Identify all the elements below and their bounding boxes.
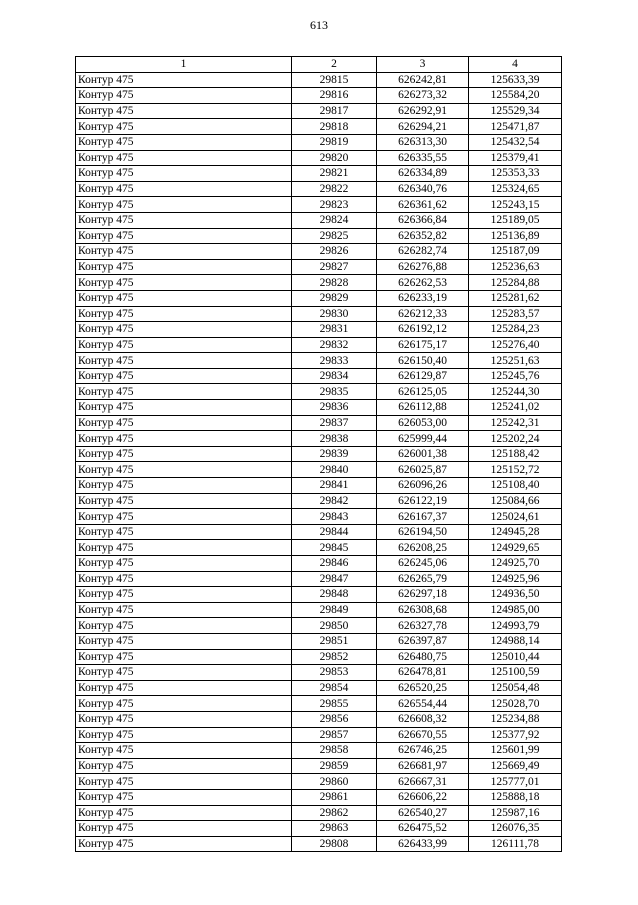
y-coordinate-cell: 124945,28: [469, 524, 562, 540]
table-row: [76, 72, 562, 88]
y-coordinate-cell: 125234,88: [469, 711, 562, 727]
contour-name-cell: Контур 475: [76, 88, 292, 104]
y-coordinate-cell: 125028,70: [469, 696, 562, 712]
y-coordinate-cell: 125529,34: [469, 103, 562, 119]
x-coordinate-cell: 626478,81: [377, 665, 469, 681]
table-row: [76, 633, 562, 649]
point-number-cell: 29862: [292, 805, 377, 821]
table-row: [76, 821, 562, 837]
y-coordinate-cell: 125281,62: [469, 290, 562, 306]
y-coordinate-cell: 125188,42: [469, 446, 562, 462]
point-number-cell: 29852: [292, 649, 377, 665]
table-row: [76, 696, 562, 712]
point-number-cell: 29827: [292, 259, 377, 275]
x-coordinate-cell: 626242,81: [377, 72, 469, 88]
y-coordinate-cell: 125243,15: [469, 197, 562, 213]
table-header: [76, 57, 562, 73]
x-coordinate-cell: 626313,30: [377, 134, 469, 150]
point-number-cell: 29825: [292, 228, 377, 244]
x-coordinate-cell: 626096,26: [377, 478, 469, 494]
point-number-cell: 29831: [292, 322, 377, 338]
table-row: [76, 150, 562, 166]
contour-name-cell: Контур 475: [76, 212, 292, 228]
x-coordinate-cell: 626327,78: [377, 618, 469, 634]
point-number-cell: 29834: [292, 368, 377, 384]
table-row: [76, 290, 562, 306]
table-row: [76, 774, 562, 790]
page-number: 613: [310, 18, 328, 32]
contour-name-cell: Контур 475: [76, 649, 292, 665]
table-row: [76, 540, 562, 556]
x-coordinate-cell: 626475,52: [377, 821, 469, 837]
contour-name-cell: Контур 475: [76, 103, 292, 119]
y-coordinate-cell: 125054,48: [469, 680, 562, 696]
y-coordinate-cell: 125584,20: [469, 88, 562, 104]
point-number-cell: 29826: [292, 244, 377, 260]
point-number-cell: 29840: [292, 462, 377, 478]
contour-name-cell: Контур 475: [76, 758, 292, 774]
table-row: [76, 244, 562, 260]
contour-name-cell: Контур 475: [76, 368, 292, 384]
point-number-cell: 29838: [292, 431, 377, 447]
table-row: [76, 212, 562, 228]
x-coordinate-cell: 626554,44: [377, 696, 469, 712]
table-row: [76, 509, 562, 525]
y-coordinate-cell: 125136,89: [469, 228, 562, 244]
contour-name-cell: Контур 475: [76, 618, 292, 634]
table-row: [76, 493, 562, 509]
y-coordinate-cell: 125202,24: [469, 431, 562, 447]
contour-name-cell: Контур 475: [76, 633, 292, 649]
x-coordinate-cell: 626433,99: [377, 836, 469, 852]
table-row: [76, 727, 562, 743]
contour-name-cell: Контур 475: [76, 259, 292, 275]
x-coordinate-cell: 626053,00: [377, 415, 469, 431]
contour-name-cell: Контур 475: [76, 384, 292, 400]
contour-name-cell: Контур 475: [76, 743, 292, 759]
table-row: [76, 556, 562, 572]
y-coordinate-cell: 125379,41: [469, 150, 562, 166]
y-coordinate-cell: 125244,30: [469, 384, 562, 400]
contour-name-cell: Контур 475: [76, 571, 292, 587]
table-row: [76, 446, 562, 462]
point-number-cell: 29820: [292, 150, 377, 166]
y-coordinate-cell: 125669,49: [469, 758, 562, 774]
table-row: [76, 228, 562, 244]
point-number-cell: 29821: [292, 166, 377, 182]
x-coordinate-cell: 626212,33: [377, 306, 469, 322]
contour-name-cell: Контур 475: [76, 556, 292, 572]
table-row: [76, 322, 562, 338]
table-row: [76, 431, 562, 447]
contour-name-cell: Контур 475: [76, 290, 292, 306]
y-coordinate-cell: 125777,01: [469, 774, 562, 790]
y-coordinate-cell: 125010,44: [469, 649, 562, 665]
x-coordinate-cell: 626670,55: [377, 727, 469, 743]
x-coordinate-cell: 626265,79: [377, 571, 469, 587]
x-coordinate-cell: 626608,32: [377, 711, 469, 727]
x-coordinate-cell: 626334,89: [377, 166, 469, 182]
x-coordinate-cell: 626335,55: [377, 150, 469, 166]
y-coordinate-cell: 125284,23: [469, 322, 562, 338]
point-number-cell: 29808: [292, 836, 377, 852]
y-coordinate-cell: 125284,88: [469, 275, 562, 291]
y-coordinate-cell: 125251,63: [469, 353, 562, 369]
x-coordinate-cell: 626273,32: [377, 88, 469, 104]
point-number-cell: 29853: [292, 665, 377, 681]
table-row: [76, 103, 562, 119]
y-coordinate-cell: 125245,76: [469, 368, 562, 384]
table-row: [76, 618, 562, 634]
header-row: [76, 57, 562, 73]
contour-name-cell: Контур 475: [76, 431, 292, 447]
table-row: [76, 649, 562, 665]
contour-name-cell: Контур 475: [76, 478, 292, 494]
contour-name-cell: Контур 475: [76, 181, 292, 197]
y-coordinate-cell: 124936,50: [469, 587, 562, 603]
x-coordinate-cell: 626025,87: [377, 462, 469, 478]
contour-name-cell: Контур 475: [76, 727, 292, 743]
table-row: [76, 836, 562, 852]
contour-name-cell: Контур 475: [76, 805, 292, 821]
table-row: [76, 337, 562, 353]
table-row: [76, 587, 562, 603]
point-number-cell: 29848: [292, 587, 377, 603]
table-row: [76, 400, 562, 416]
x-coordinate-cell: 626366,84: [377, 212, 469, 228]
y-coordinate-cell: 125633,39: [469, 72, 562, 88]
point-number-cell: 29823: [292, 197, 377, 213]
point-number-cell: 29855: [292, 696, 377, 712]
point-number-cell: 29842: [292, 493, 377, 509]
y-coordinate-cell: 125084,66: [469, 493, 562, 509]
point-number-cell: 29847: [292, 571, 377, 587]
x-coordinate-cell: 626292,91: [377, 103, 469, 119]
contour-name-cell: Контур 475: [76, 150, 292, 166]
header-col-3: 3: [377, 57, 469, 73]
y-coordinate-cell: 124993,79: [469, 618, 562, 634]
y-coordinate-cell: 124929,65: [469, 540, 562, 556]
table-row: [76, 665, 562, 681]
table-row: [76, 415, 562, 431]
y-coordinate-cell: 125189,05: [469, 212, 562, 228]
contour-name-cell: Контур 475: [76, 134, 292, 150]
point-number-cell: 29858: [292, 743, 377, 759]
contour-name-cell: Контур 475: [76, 665, 292, 681]
y-coordinate-cell: 124925,70: [469, 556, 562, 572]
table-body: [76, 72, 562, 852]
table-row: [76, 571, 562, 587]
table-row: [76, 166, 562, 182]
x-coordinate-cell: 626245,06: [377, 556, 469, 572]
point-number-cell: 29860: [292, 774, 377, 790]
point-number-cell: 29818: [292, 119, 377, 135]
point-number-cell: 29816: [292, 88, 377, 104]
x-coordinate-cell: 626352,82: [377, 228, 469, 244]
point-number-cell: 29846: [292, 556, 377, 572]
table-row: [76, 602, 562, 618]
point-number-cell: 29837: [292, 415, 377, 431]
contour-name-cell: Контур 475: [76, 774, 292, 790]
contour-name-cell: Контур 475: [76, 509, 292, 525]
contour-name-cell: Контур 475: [76, 462, 292, 478]
point-number-cell: 29859: [292, 758, 377, 774]
x-coordinate-cell: 626122,19: [377, 493, 469, 509]
x-coordinate-cell: 626276,88: [377, 259, 469, 275]
y-coordinate-cell: 125152,72: [469, 462, 562, 478]
table-row: [76, 275, 562, 291]
point-number-cell: 29829: [292, 290, 377, 306]
table-row: [76, 353, 562, 369]
x-coordinate-cell: 626681,97: [377, 758, 469, 774]
y-coordinate-cell: 124988,14: [469, 633, 562, 649]
table-row: [76, 789, 562, 805]
y-coordinate-cell: 125236,63: [469, 259, 562, 275]
point-number-cell: 29835: [292, 384, 377, 400]
x-coordinate-cell: 626233,19: [377, 290, 469, 306]
table-row: [76, 462, 562, 478]
table-row: [76, 119, 562, 135]
y-coordinate-cell: 125242,31: [469, 415, 562, 431]
contour-name-cell: Контур 475: [76, 446, 292, 462]
y-coordinate-cell: 125987,16: [469, 805, 562, 821]
contour-name-cell: Контур 475: [76, 353, 292, 369]
table-row: [76, 758, 562, 774]
table-row: [76, 524, 562, 540]
contour-name-cell: Контур 475: [76, 400, 292, 416]
x-coordinate-cell: 626192,12: [377, 322, 469, 338]
point-number-cell: 29833: [292, 353, 377, 369]
point-number-cell: 29819: [292, 134, 377, 150]
y-coordinate-cell: 125100,59: [469, 665, 562, 681]
table-row: [76, 259, 562, 275]
point-number-cell: 29817: [292, 103, 377, 119]
table-row: [76, 134, 562, 150]
y-coordinate-cell: 125108,40: [469, 478, 562, 494]
x-coordinate-cell: 626125,05: [377, 384, 469, 400]
contour-name-cell: Контур 475: [76, 696, 292, 712]
x-coordinate-cell: 626112,88: [377, 400, 469, 416]
table-row: [76, 197, 562, 213]
point-number-cell: 29851: [292, 633, 377, 649]
contour-name-cell: Контур 475: [76, 821, 292, 837]
x-coordinate-cell: 626282,74: [377, 244, 469, 260]
point-number-cell: 29841: [292, 478, 377, 494]
x-coordinate-cell: 626340,76: [377, 181, 469, 197]
point-number-cell: 29854: [292, 680, 377, 696]
x-coordinate-cell: 626208,25: [377, 540, 469, 556]
table-row: [76, 181, 562, 197]
contour-name-cell: Контур 475: [76, 228, 292, 244]
table-row: [76, 306, 562, 322]
y-coordinate-cell: 124985,00: [469, 602, 562, 618]
point-number-cell: 29828: [292, 275, 377, 291]
point-number-cell: 29815: [292, 72, 377, 88]
contour-name-cell: Контур 475: [76, 119, 292, 135]
y-coordinate-cell: 126076,35: [469, 821, 562, 837]
x-coordinate-cell: 626480,75: [377, 649, 469, 665]
table-row: [76, 805, 562, 821]
coordinates-table: [75, 56, 562, 852]
point-number-cell: 29861: [292, 789, 377, 805]
contour-name-cell: Контур 475: [76, 275, 292, 291]
contour-name-cell: Контур 475: [76, 836, 292, 852]
contour-name-cell: Контур 475: [76, 493, 292, 509]
x-coordinate-cell: 626520,25: [377, 680, 469, 696]
x-coordinate-cell: 626397,87: [377, 633, 469, 649]
x-coordinate-cell: 626194,50: [377, 524, 469, 540]
contour-name-cell: Контур 475: [76, 540, 292, 556]
y-coordinate-cell: 125024,61: [469, 509, 562, 525]
contour-name-cell: Контур 475: [76, 587, 292, 603]
point-number-cell: 29845: [292, 540, 377, 556]
x-coordinate-cell: 626361,62: [377, 197, 469, 213]
y-coordinate-cell: 125283,57: [469, 306, 562, 322]
point-number-cell: 29822: [292, 181, 377, 197]
header-col-4: 4: [469, 57, 562, 73]
y-coordinate-cell: 125471,87: [469, 119, 562, 135]
point-number-cell: 29839: [292, 446, 377, 462]
y-coordinate-cell: 124925,96: [469, 571, 562, 587]
x-coordinate-cell: 626308,68: [377, 602, 469, 618]
contour-name-cell: Контур 475: [76, 244, 292, 260]
y-coordinate-cell: 125187,09: [469, 244, 562, 260]
header-col-2: 2: [292, 57, 377, 73]
y-coordinate-cell: 125276,40: [469, 337, 562, 353]
x-coordinate-cell: 626606,22: [377, 789, 469, 805]
x-coordinate-cell: 626175,17: [377, 337, 469, 353]
y-coordinate-cell: 125241,02: [469, 400, 562, 416]
contour-name-cell: Контур 475: [76, 524, 292, 540]
contour-name-cell: Контур 475: [76, 415, 292, 431]
table-row: [76, 711, 562, 727]
point-number-cell: 29856: [292, 711, 377, 727]
x-coordinate-cell: 626129,87: [377, 368, 469, 384]
x-coordinate-cell: 626001,38: [377, 446, 469, 462]
header-col-1: 1: [76, 57, 292, 73]
contour-name-cell: Контур 475: [76, 72, 292, 88]
point-number-cell: 29843: [292, 509, 377, 525]
y-coordinate-cell: 125432,54: [469, 134, 562, 150]
contour-name-cell: Контур 475: [76, 789, 292, 805]
point-number-cell: 29832: [292, 337, 377, 353]
point-number-cell: 29857: [292, 727, 377, 743]
y-coordinate-cell: 126111,78: [469, 836, 562, 852]
table-row: [76, 478, 562, 494]
point-number-cell: 29830: [292, 306, 377, 322]
table-row: [76, 368, 562, 384]
x-coordinate-cell: 625999,44: [377, 431, 469, 447]
contour-name-cell: Контур 475: [76, 711, 292, 727]
point-number-cell: 29824: [292, 212, 377, 228]
y-coordinate-cell: 125601,99: [469, 743, 562, 759]
table-row: [76, 88, 562, 104]
point-number-cell: 29849: [292, 602, 377, 618]
contour-name-cell: Контур 475: [76, 166, 292, 182]
y-coordinate-cell: 125324,65: [469, 181, 562, 197]
y-coordinate-cell: 125377,92: [469, 727, 562, 743]
x-coordinate-cell: 626294,21: [377, 119, 469, 135]
table-row: [76, 680, 562, 696]
y-coordinate-cell: 125888,18: [469, 789, 562, 805]
x-coordinate-cell: 626746,25: [377, 743, 469, 759]
table-row: [76, 384, 562, 400]
x-coordinate-cell: 626297,18: [377, 587, 469, 603]
contour-name-cell: Контур 475: [76, 197, 292, 213]
point-number-cell: 29844: [292, 524, 377, 540]
contour-name-cell: Контур 475: [76, 602, 292, 618]
y-coordinate-cell: 125353,33: [469, 166, 562, 182]
contour-name-cell: Контур 475: [76, 322, 292, 338]
contour-name-cell: Контур 475: [76, 337, 292, 353]
x-coordinate-cell: 626150,40: [377, 353, 469, 369]
point-number-cell: 29863: [292, 821, 377, 837]
point-number-cell: 29836: [292, 400, 377, 416]
x-coordinate-cell: 626262,53: [377, 275, 469, 291]
contour-name-cell: Контур 475: [76, 306, 292, 322]
contour-name-cell: Контур 475: [76, 680, 292, 696]
x-coordinate-cell: 626667,31: [377, 774, 469, 790]
x-coordinate-cell: 626540,27: [377, 805, 469, 821]
point-number-cell: 29850: [292, 618, 377, 634]
table-row: [76, 743, 562, 759]
x-coordinate-cell: 626167,37: [377, 509, 469, 525]
